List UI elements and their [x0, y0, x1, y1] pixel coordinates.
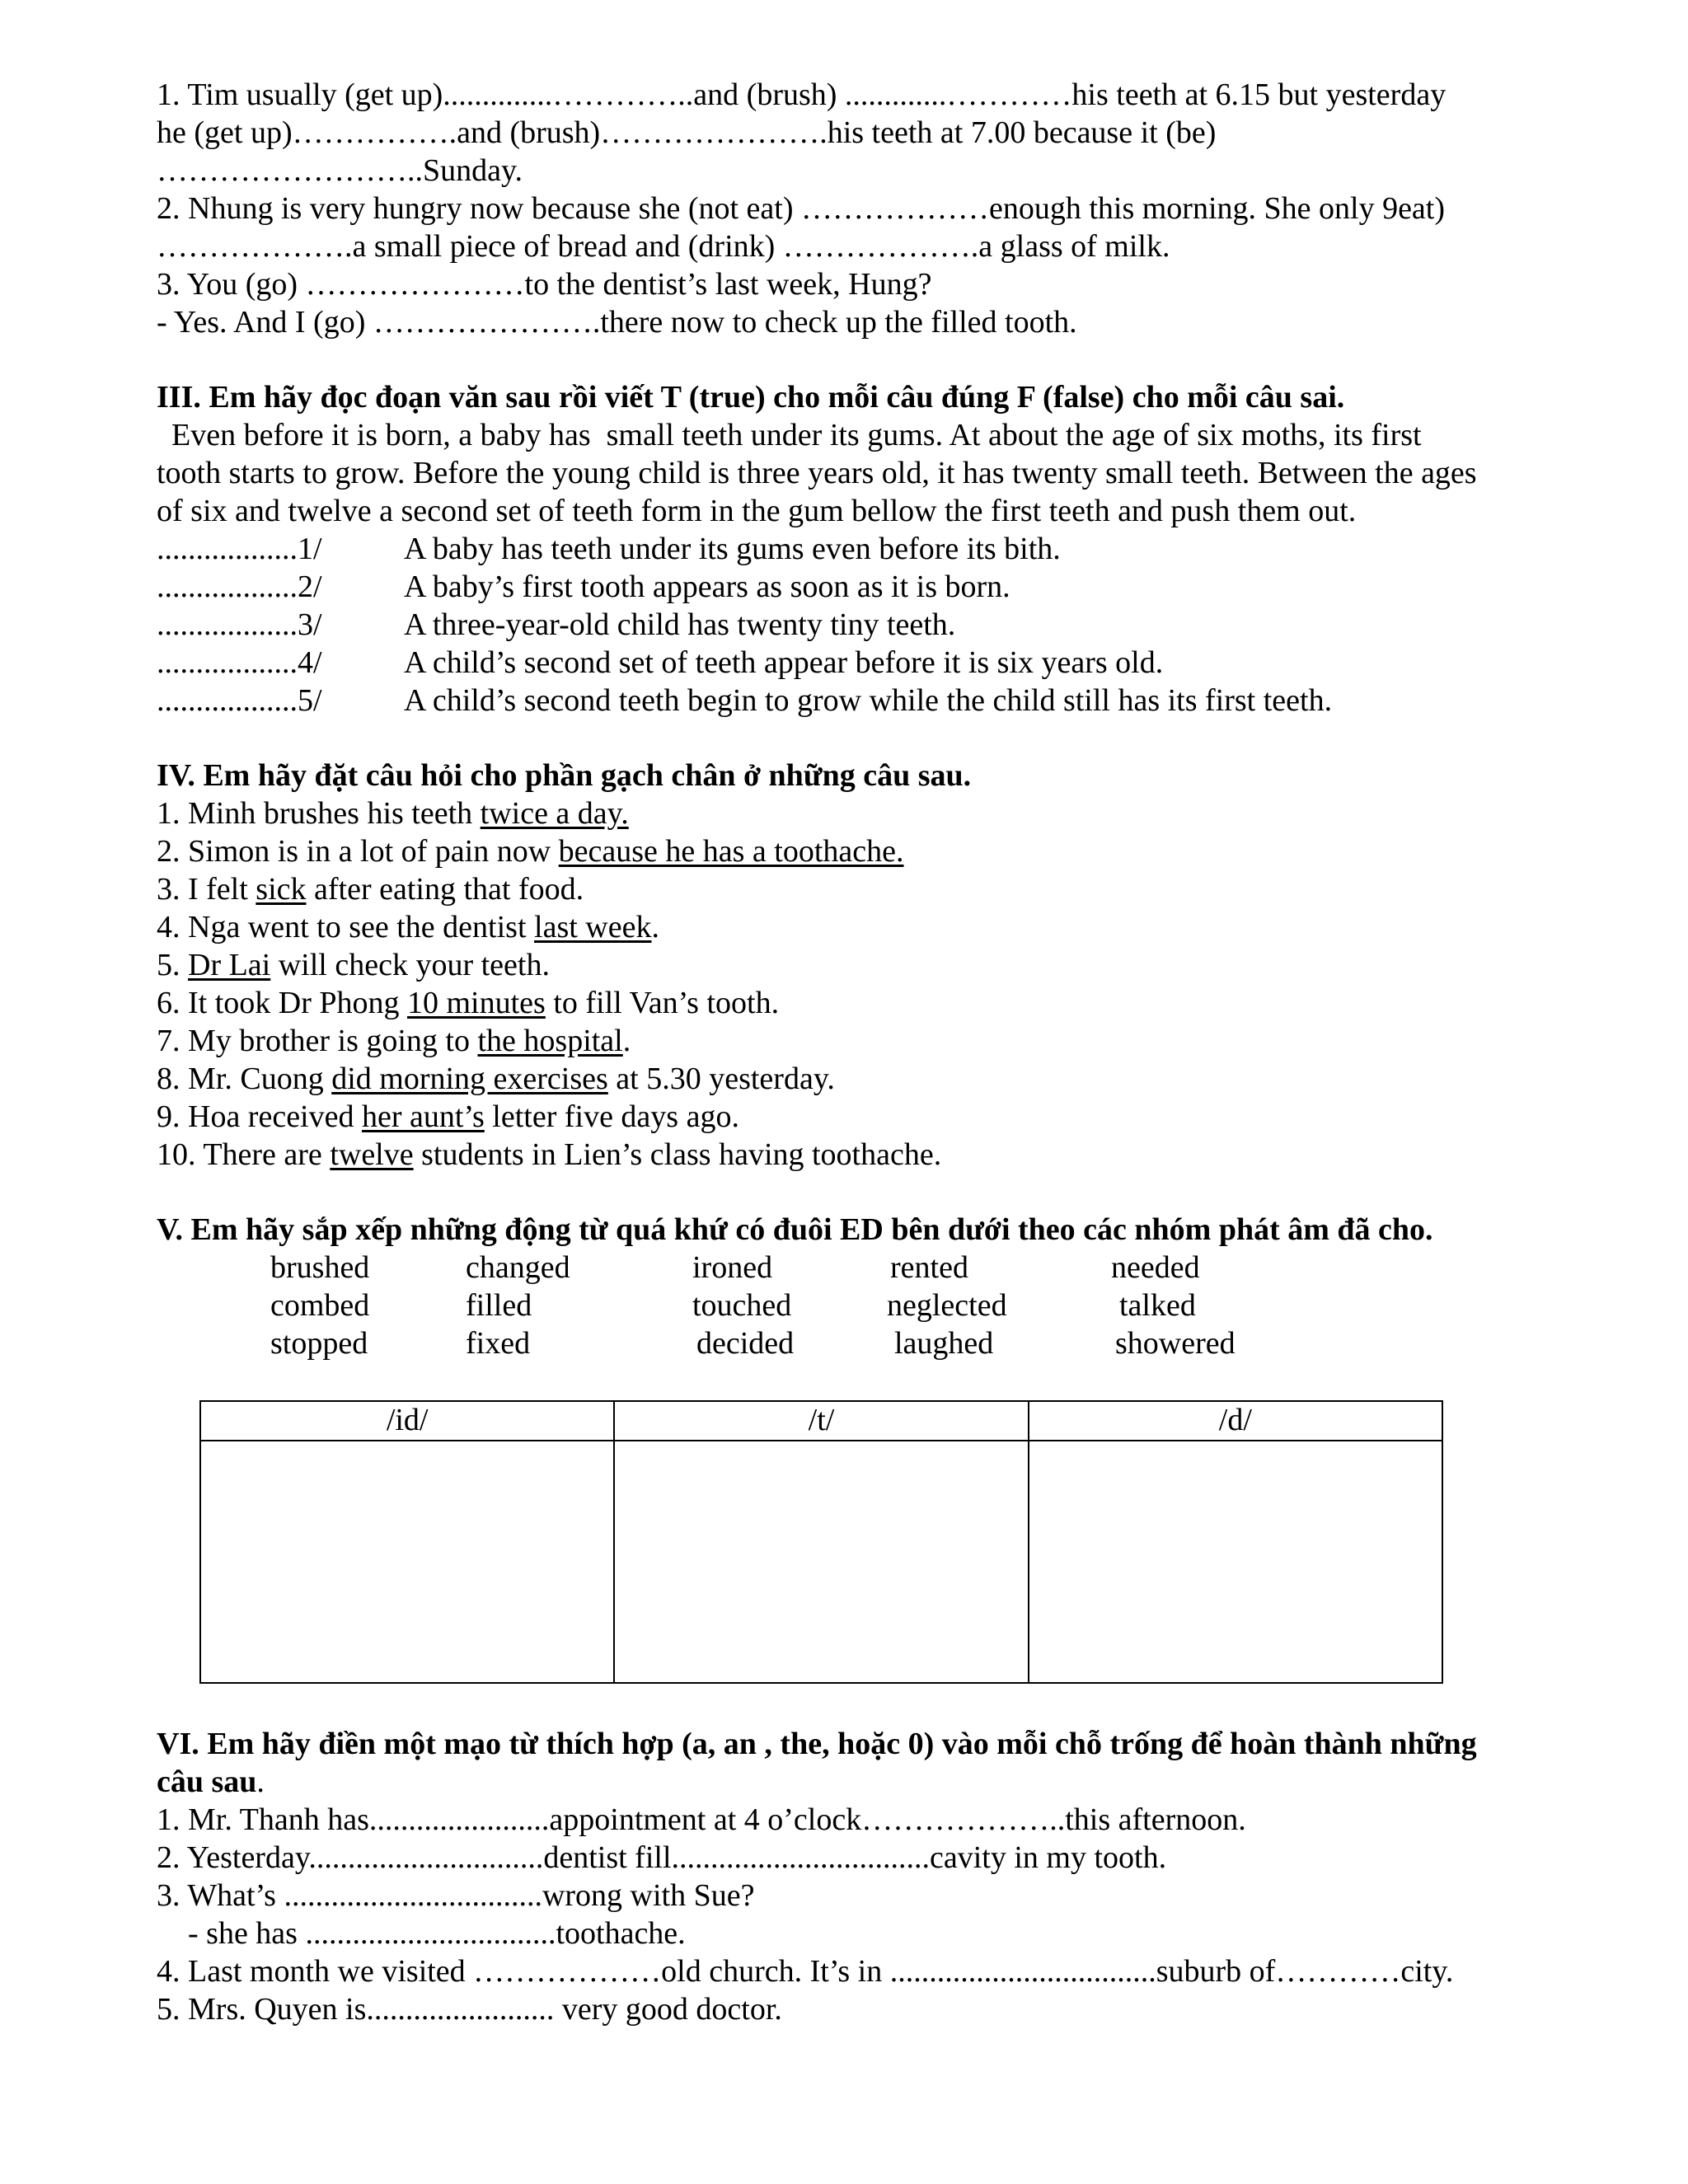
verb: brushed	[270, 1250, 370, 1285]
exercise-line: - she has ................................toothache.	[188, 1916, 686, 1951]
pronunciation-table	[199, 1400, 1443, 1684]
sentence-text: 3. I felt	[157, 872, 256, 907]
verb-row	[270, 1286, 1558, 1324]
true-false-item	[157, 682, 1558, 719]
question-item	[157, 984, 1558, 1022]
verb: laughed	[894, 1326, 994, 1361]
question-item	[157, 946, 1558, 984]
section-6	[157, 1725, 1558, 2028]
table-header-id: /id/	[200, 1401, 614, 1441]
verb-list	[270, 1249, 1558, 1362]
verb: stopped	[270, 1326, 368, 1361]
answer-blank[interactable]: ..................4/	[157, 645, 322, 680]
exercise-line: - Yes. And I (go) ………………….there now to check up the filled tooth.	[157, 305, 1077, 340]
section-3-heading: III. Em hãy đọc đoạn văn sau rồi viết T (true) cho mỗi câu đúng F (false) cho mỗi câu sai.	[157, 380, 1345, 415]
underlined-phrase: her aunt’s	[362, 1099, 485, 1134]
passage-line: tooth starts to grow. Before the young child is three years old, it has twenty small teeth. Between the ages	[157, 456, 1477, 490]
sentence-text: 10. There are	[157, 1137, 331, 1172]
exercise-line: 1. Mr. Thanh has.......................appointment at 4 o’clock………………..this afternoon.	[157, 1802, 1246, 1837]
heading-period: .	[256, 1765, 265, 1799]
question-item	[157, 794, 1558, 832]
section-6-heading-cont	[157, 1763, 1558, 1801]
sentence-text: 7. My brother is going to	[157, 1024, 478, 1058]
sentence-text: 6. It took Dr Phong	[157, 986, 407, 1020]
statement-text: A child’s second teeth begin to grow while the child still has its first teeth.	[404, 683, 1333, 718]
question-item	[157, 1136, 1558, 1174]
exercise-line: 2. Yesterday..............................dentist fill.................................cavity in my tooth.	[157, 1840, 1167, 1875]
exercise-line: ……………………..Sunday.	[157, 153, 523, 188]
underlined-phrase: 10 minutes	[407, 986, 546, 1020]
sentence-text: will check your teeth.	[270, 948, 550, 982]
exercise-line: he (get up)…………….and (brush)………………….his teeth at 7.00 because it (be)	[157, 115, 1217, 150]
true-false-item	[157, 606, 1558, 644]
exercise-line: 5. Mrs. Quyen is........................ very good doctor.	[157, 1992, 782, 2027]
verb: ironed	[692, 1250, 773, 1285]
sentence-text: .	[651, 910, 659, 944]
question-item	[157, 1060, 1558, 1098]
worksheet-page	[157, 76, 1558, 2028]
section-6-heading: VI. Em hãy điền một mạo từ thích hợp (a, an , the, hoặc 0) vào mỗi chỗ trống để hoàn thành những	[157, 1727, 1477, 1761]
verb: talked	[1119, 1288, 1196, 1323]
answer-blank[interactable]: ..................5/	[157, 683, 322, 718]
verb: fixed	[466, 1326, 531, 1361]
statement-text: A three-year-old child has twenty tiny teeth.	[404, 607, 956, 642]
verb: changed	[466, 1250, 570, 1285]
answer-blank[interactable]: ..................1/	[157, 532, 322, 566]
underlined-phrase: the hospital	[477, 1024, 623, 1058]
sentence-text: at 5.30 yesterday.	[607, 1062, 835, 1096]
section-2-continued	[157, 76, 1558, 341]
question-item	[157, 1098, 1558, 1136]
table-header-d: /d/	[1029, 1401, 1442, 1441]
answer-blank[interactable]: ..................3/	[157, 607, 322, 642]
section-3	[157, 378, 1558, 719]
verb: needed	[1111, 1250, 1200, 1285]
exercise-line: 3. What’s .................................wrong with Sue?	[157, 1878, 755, 1913]
underlined-phrase: because he has a toothache.	[558, 834, 904, 869]
sentence-text: 9. Hoa received	[157, 1099, 362, 1134]
passage-line: Even before it is born, a baby has small teeth under its gums. At about the age of six moths, its first	[171, 418, 1422, 452]
exercise-line: ……………….a small piece of bread and (drink) ……………….a glass of milk.	[157, 229, 1170, 264]
answer-cell-d[interactable]	[1029, 1441, 1442, 1683]
exercise-line: 4. Last month we visited ………………old church. It’s in ..................................suburb of…………city.	[157, 1954, 1454, 1989]
sentence-text: students in Lien’s class having toothache.	[413, 1137, 942, 1172]
verb: touched	[692, 1288, 792, 1323]
underlined-phrase: did morning exercises	[331, 1062, 608, 1096]
sentence-text: letter five days ago.	[484, 1099, 739, 1134]
verb: showered	[1115, 1326, 1236, 1361]
statement-text: A child’s second set of teeth appear before it is six years old.	[404, 645, 1164, 680]
verb-row	[270, 1249, 1558, 1286]
section-5-heading: V. Em hãy sắp xếp những động từ quá khứ có đuôi ED bên dưới theo các nhóm phát âm đã cho.	[157, 1212, 1433, 1247]
question-item	[157, 832, 1558, 870]
true-false-item	[157, 568, 1558, 606]
verb: rented	[890, 1250, 968, 1285]
question-item	[157, 1022, 1558, 1060]
section-4-heading: IV. Em hãy đặt câu hỏi cho phần gạch chân ở những câu sau.	[157, 758, 972, 793]
section-5	[157, 1211, 1558, 1684]
verb-row	[270, 1324, 1558, 1362]
sentence-text: 4. Nga went to see the dentist	[157, 910, 535, 944]
exercise-line: 3. You (go) …………………to the dentist’s last week, Hung?	[157, 267, 932, 302]
underlined-phrase: sick	[256, 872, 307, 907]
sentence-text: after eating that food.	[306, 872, 584, 907]
section-4	[157, 757, 1558, 1174]
underlined-phrase: twelve	[330, 1137, 414, 1172]
answer-cell-id[interactable]	[200, 1441, 614, 1683]
true-false-item	[157, 644, 1558, 682]
sentence-text: to fill Van’s tooth.	[545, 986, 780, 1020]
verb: filled	[466, 1288, 532, 1323]
exercise-line: 2. Nhung is very hungry now because she (not eat) ………………enough this morning. She only 9eat)	[157, 191, 1446, 226]
verb: neglected	[887, 1288, 1007, 1323]
underlined-phrase: last week	[534, 910, 652, 944]
passage-line: of six and twelve a second set of teeth form in the gum bellow the first teeth and push them out.	[157, 494, 1357, 528]
answer-cell-t[interactable]	[614, 1441, 1028, 1683]
underlined-phrase: Dr Lai	[188, 948, 271, 982]
sentence-text: 8. Mr. Cuong	[157, 1062, 332, 1096]
verb: combed	[270, 1288, 370, 1323]
exercise-line: 1. Tim usually (get up)..............…………..and (brush) .............…………his teeth at 6.15 but yesterday	[157, 77, 1447, 112]
verb: decided	[696, 1326, 795, 1361]
statement-text: A baby’s first tooth appears as soon as it is born.	[404, 569, 1010, 604]
true-false-item	[157, 530, 1558, 568]
sentence-text: .	[622, 1024, 631, 1058]
question-item	[157, 908, 1558, 946]
sentence-text: 1. Minh brushes his teeth	[157, 796, 481, 831]
heading-text: câu sau	[157, 1765, 257, 1799]
sentence-text: 2. Simon is in a lot of pain now	[157, 834, 559, 869]
underlined-phrase: twice a day.	[480, 796, 629, 831]
table-header-t: /t/	[614, 1401, 1028, 1441]
sentence-text: 5.	[157, 948, 188, 982]
statement-text: A baby has teeth under its gums even before its bith.	[404, 532, 1061, 566]
question-item	[157, 870, 1558, 908]
answer-blank[interactable]: ..................2/	[157, 569, 322, 604]
